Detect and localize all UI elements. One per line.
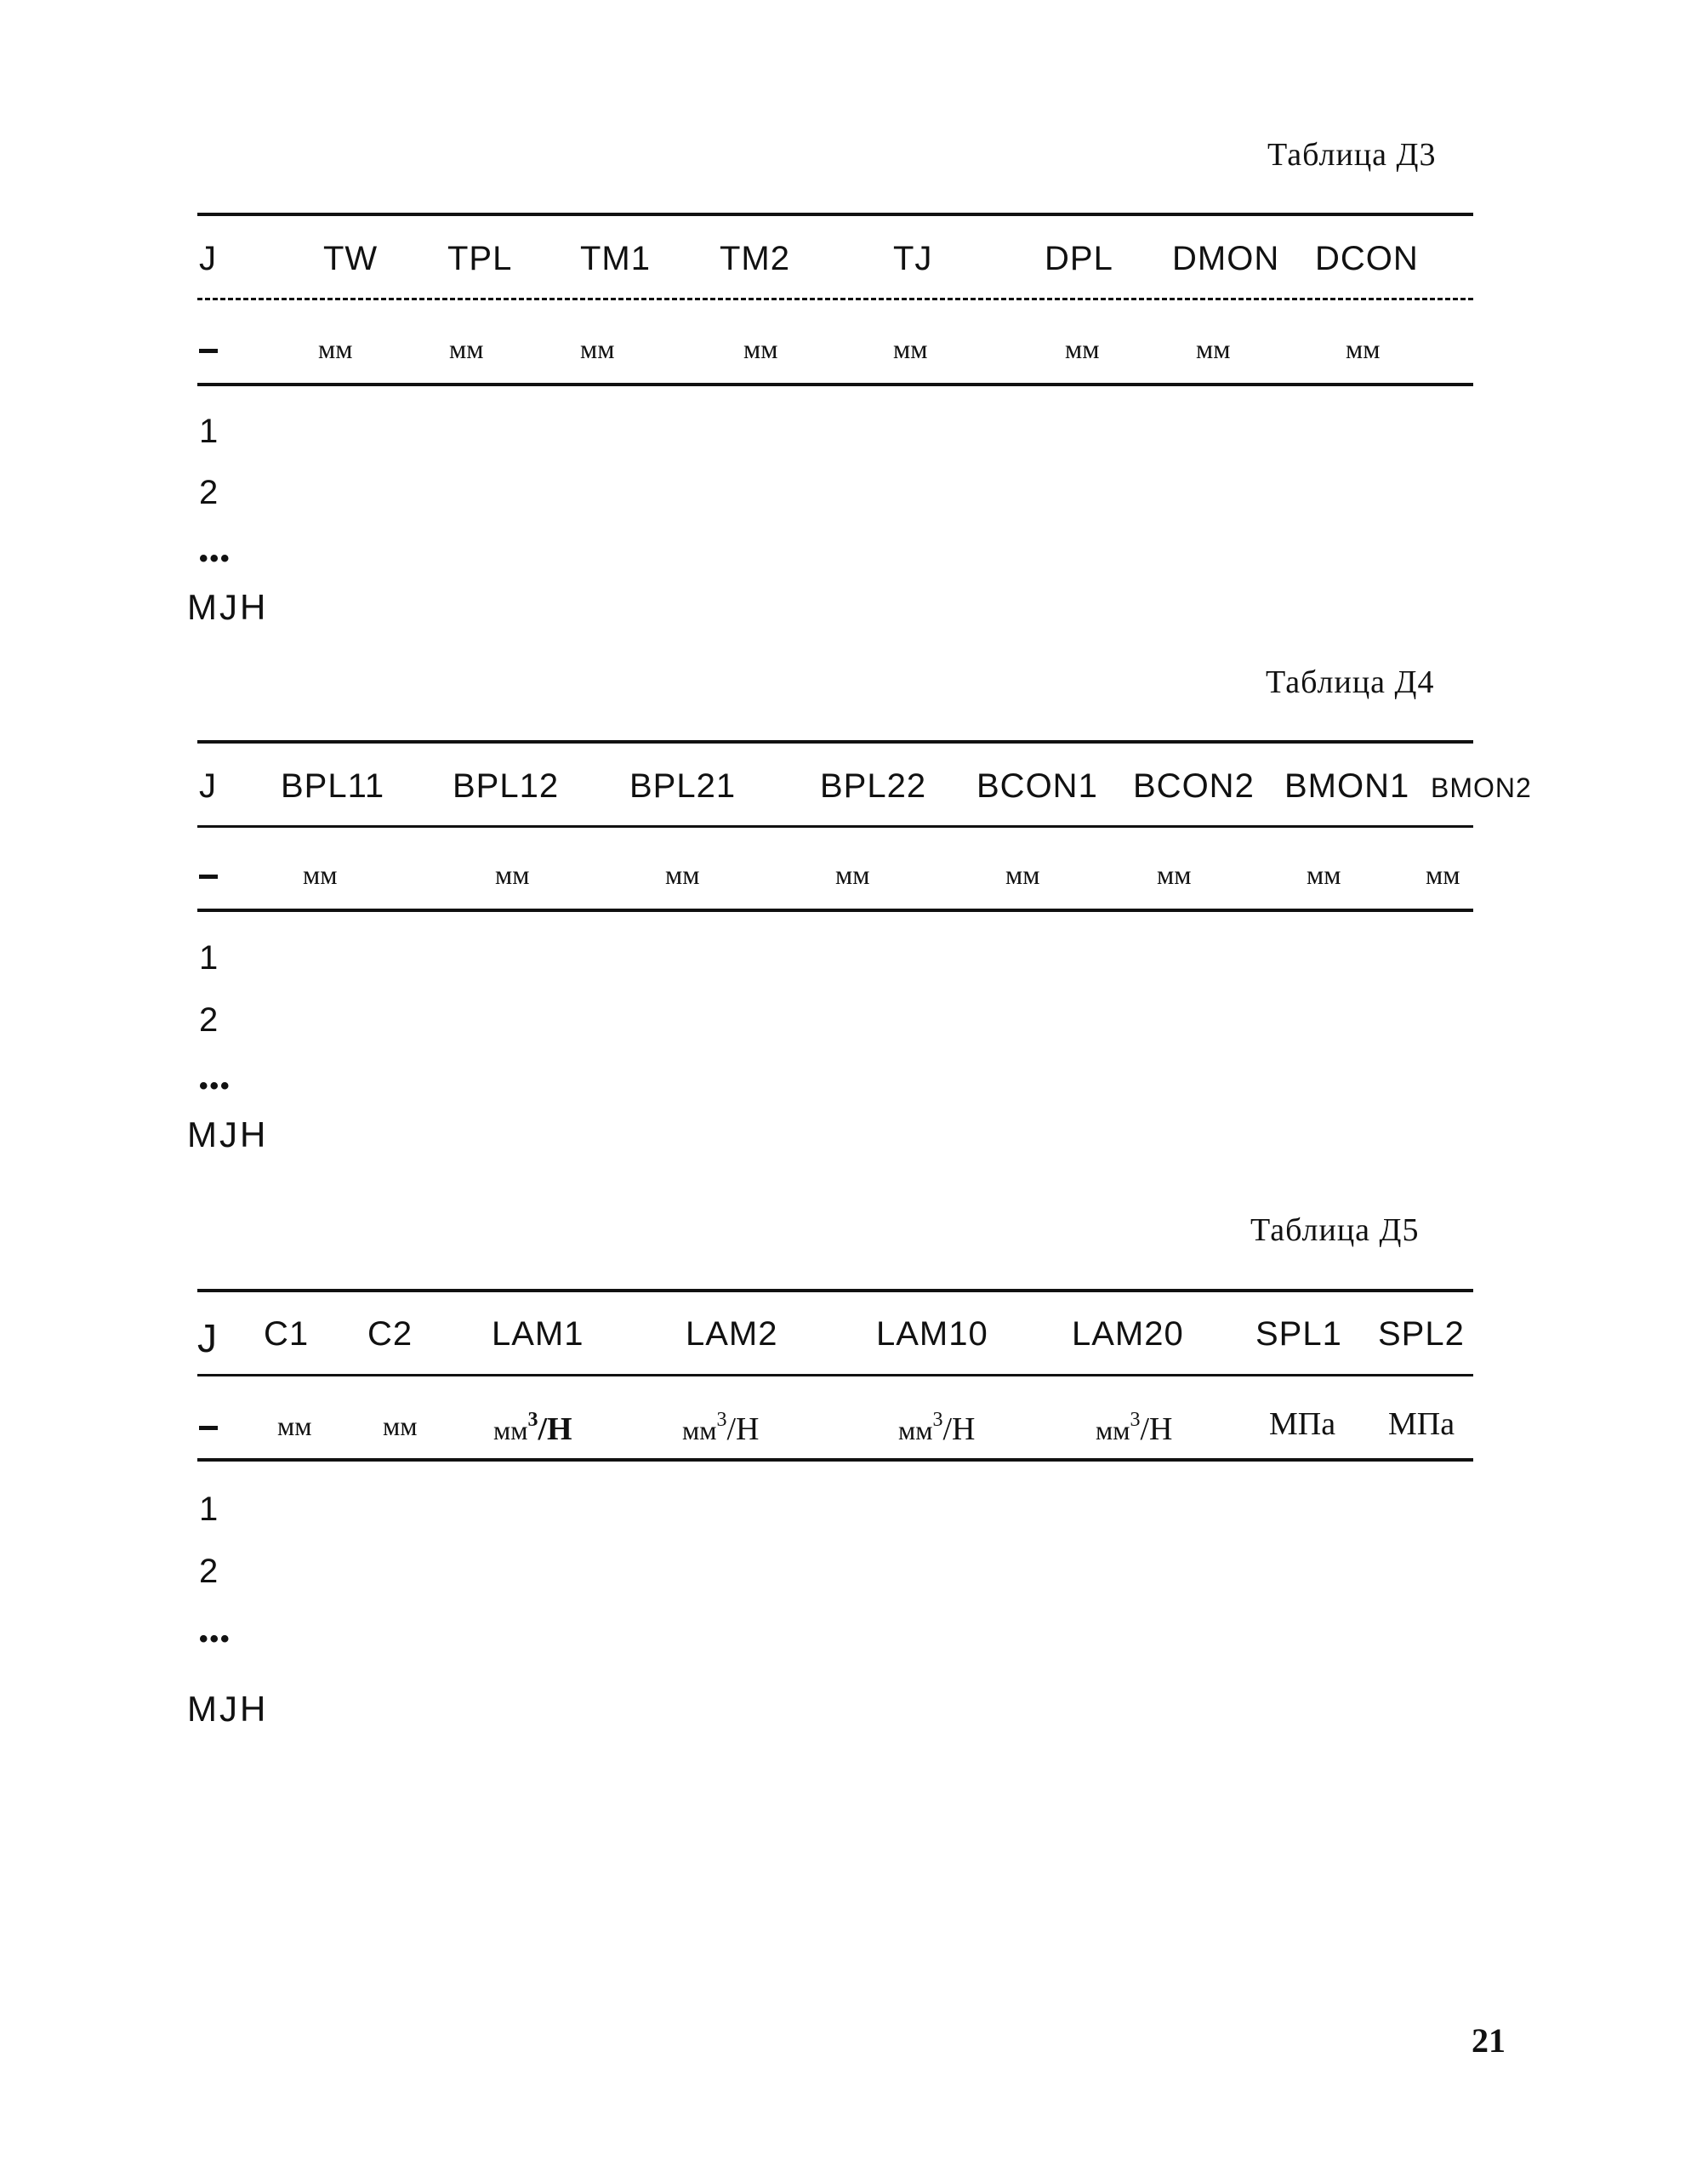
table-d3-row-label: 1: [199, 413, 219, 450]
table-d5-unit-lam2: $мм^3/H$: [682, 1409, 760, 1447]
table-d4-row-label: 1: [199, 939, 219, 977]
table-d4-header-bmon1: BMON1: [1284, 767, 1410, 805]
table-d5-unit-lam20-suffix: $^3$/H: [1130, 1409, 1173, 1447]
table-d5-header-spl1: SPL1: [1255, 1315, 1342, 1353]
table-d4-unit-bpl22: мм: [835, 859, 870, 890]
table-d3-unit-dmon: мм: [1196, 333, 1231, 364]
table-d3-bottom-rule: [197, 383, 1473, 386]
table-d3-unit-tpl: мм: [449, 333, 484, 364]
table-d3-unit-dcon: мм: [1346, 333, 1381, 364]
table-d5-header-lam1: LAM1: [492, 1315, 584, 1353]
table-d4-row-summary: MJH: [187, 1114, 269, 1154]
table-d4-unit-bcon1: мм: [1005, 859, 1040, 890]
table-d3-header-tpl: TPL: [447, 240, 513, 277]
page-number: 21: [1472, 2021, 1506, 2060]
table-d3-top-rule: [197, 213, 1473, 216]
table-d5-unit-lam10: $мм^3/H$: [898, 1409, 976, 1447]
table-d3-header-tm1: TM1: [580, 240, 651, 277]
table-d5-header-spl2: SPL2: [1378, 1315, 1465, 1353]
table-d4-row-ellipsis: •••: [199, 1072, 231, 1100]
table-d5-header-divider: [197, 1374, 1473, 1376]
table-d3-header-tm2: TM2: [720, 240, 790, 277]
table-d5-unit-c2: мм: [383, 1411, 418, 1441]
table-d4-header-bpl22: BPL22: [820, 767, 927, 805]
table-d3-unit-tm1: мм: [580, 333, 615, 364]
table-d4-unit-bpl11: мм: [303, 859, 338, 890]
table-d5-header-lam2: LAM2: [686, 1315, 778, 1353]
table-d4-bottom-rule: [197, 909, 1473, 912]
table-d3-unit-dpl: мм: [1065, 333, 1100, 364]
table-d3-header-dmon: DMON: [1172, 240, 1280, 277]
table-d3-header-tw: TW: [323, 240, 379, 277]
table-d3-header-tj: TJ: [893, 240, 933, 277]
table-d4-header-bcon1: BCON1: [976, 767, 1098, 805]
table-d5-row-label: 1: [199, 1490, 219, 1528]
table-d4-header-bpl21: BPL21: [629, 767, 737, 805]
table-d5-unit-dash: [199, 1426, 218, 1430]
table-d5-bottom-rule: [197, 1458, 1473, 1462]
table-d4-unit-bmon2: мм: [1426, 859, 1460, 890]
table-d3-row-ellipsis: •••: [199, 544, 231, 573]
table-d5-unit-c1: мм: [277, 1411, 312, 1441]
table-d3-row-summary: MJH: [187, 587, 269, 627]
table-d5-unit-spl1: МПа: [1269, 1406, 1336, 1442]
table-d3-header-j: J: [199, 240, 217, 277]
table-d3-header-divider: [197, 298, 1473, 300]
table-d4-header-bmon2: BMON2: [1431, 772, 1532, 803]
table-d5-header-lam10: LAM10: [876, 1315, 988, 1353]
table-d5-unit-lam10-suffix: $^3$/H: [932, 1409, 976, 1447]
table-d3-unit-tj: мм: [893, 333, 928, 364]
table-d5-row-summary: MJH: [187, 1689, 269, 1729]
table-d5-row-label: 2: [199, 1553, 219, 1590]
table-d5-caption: Таблица Д5: [1250, 1212, 1420, 1248]
table-d4-unit-dash: [199, 875, 218, 879]
table-d3-unit-dash: [199, 349, 218, 353]
table-d5-row-ellipsis: •••: [199, 1625, 231, 1653]
table-d3-unit-tm2: мм: [743, 333, 778, 364]
table-d5-unit-spl2: МПа: [1388, 1406, 1455, 1442]
table-d3-row-label: 2: [199, 474, 219, 511]
table-d4-header-bcon2: BCON2: [1133, 767, 1255, 805]
table-d5-header-c1: C1: [264, 1315, 310, 1353]
table-d5-unit-lam1-suffix: $^3$/H: [527, 1409, 572, 1447]
table-d5-header-c2: C2: [367, 1315, 413, 1353]
table-d3-header-dpl: DPL: [1045, 240, 1113, 277]
table-d5-header-j: J: [197, 1316, 218, 1360]
table-d4-row-label: 2: [199, 1001, 219, 1039]
table-d4-unit-bcon2: мм: [1157, 859, 1192, 890]
table-d4-header-bpl12: BPL12: [453, 767, 560, 805]
table-d4-caption: Таблица Д4: [1266, 664, 1435, 700]
table-d4-header-bpl11: BPL11: [281, 767, 385, 805]
table-d5-top-rule: [197, 1289, 1473, 1292]
table-d5-unit-lam20: $мм^3/H$: [1096, 1409, 1173, 1447]
table-d3-header-dcon: DCON: [1315, 240, 1419, 277]
table-d4-top-rule: [197, 740, 1473, 744]
table-d4-header-divider: [197, 825, 1473, 828]
table-d4-unit-bpl12: мм: [495, 859, 530, 890]
table-d5-unit-lam2-suffix: $^3$/H: [716, 1409, 760, 1447]
table-d4-header-j: J: [199, 767, 217, 805]
table-d5-header-lam20: LAM20: [1072, 1315, 1184, 1353]
table-d4-unit-bmon1: мм: [1307, 859, 1341, 890]
table-d5-unit-lam1: $мм^3/H$: [493, 1409, 572, 1447]
table-d3-unit-tw: мм: [318, 333, 353, 364]
table-d3-caption: Таблица Д3: [1267, 137, 1437, 173]
table-d4-unit-bpl21: мм: [665, 859, 700, 890]
